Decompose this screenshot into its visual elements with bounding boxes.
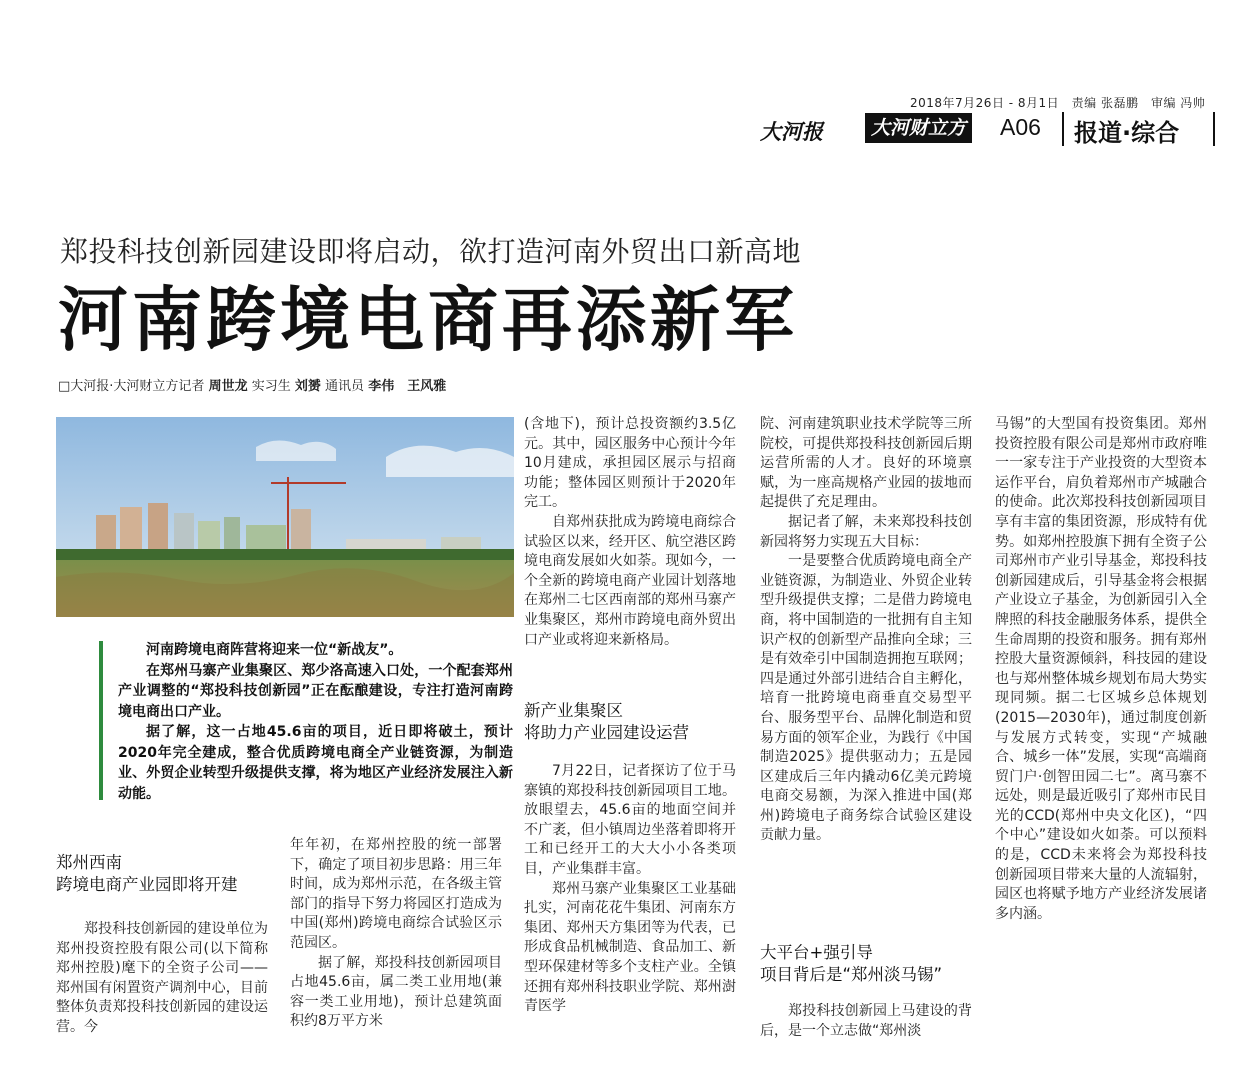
section-heading-line: 大平台+强引导: [760, 943, 873, 962]
body-paragraph: 据了解，郑投科技创新园项目占地45.6亩，属二类工业用地(兼容一类工业用地)，预计总建筑面积约8万平方米: [290, 954, 502, 1030]
body-paragraph: 院、河南建筑职业技术学院等三所院校，可提供郑投科技创新园后期运营所需的人才。良好的环境禀赋，为一座高规格产业园的拔地而起提供了充足理由。: [760, 416, 972, 511]
body-paragraph: 郑投科技创新园的建设单位为郑州投资控股有限公司(以下简称郑州控股)麾下的全资子公司——郑州国有闲置资产调剂中心，目前整体负责郑投科技创新园的建设运营。今: [56, 921, 268, 1035]
body-paragraph: 据记者了解，未来郑投科技创新园将努力实现五大目标：: [760, 513, 972, 550]
text-column: [524, 762, 736, 1017]
text-column: [290, 836, 502, 1032]
body-paragraph: 年年初，在郑州控股的统一部署下，确定了项目初步思路：用三年时间，成为郑州示范，在各级主管部门的指导下努力将园区打造成为中国(郑州)跨境电商综合试验区示范园区。: [290, 837, 502, 951]
issue-date-line: 2018年7月26日 - 8月1日 责编 张磊鹏 审编 冯帅: [910, 96, 1206, 110]
body-paragraph: 7月22日，记者探访了位于马寨镇的郑投科技创新园项目工地。放眼望去，45.6亩的地面空间并不广袤，但小镇周边坐落着即将开工和已经开工的大大小小各类项目，产业集群丰富。: [524, 763, 736, 877]
text-column: [760, 1002, 972, 1041]
text-column: [524, 415, 736, 650]
section-heading: [524, 700, 754, 744]
section-heading-line: 将助力产业园建设运营: [524, 723, 689, 742]
byline-reporter: 周世龙: [208, 379, 248, 394]
byline-intern-label: 实习生: [251, 379, 291, 394]
section-title: 报道·综合: [1074, 119, 1180, 147]
article-headline: 河南跨境电商再添新军: [58, 278, 798, 361]
text-column: [995, 415, 1207, 924]
section-heading: [56, 852, 286, 896]
body-paragraph: 一是要整合优质跨境电商全产业链资源，为制造业、外贸企业转型升级提供支撑；二是借力跨境电商，将中国制造的一批拥有自主知识产权的创新型产品推向全球；三是有效牵引中国制造拥抱互联网；四是通过外部引进结合自主孵化，培育一批跨境电商垂直交易型平台、服务型平台、品牌化制造和贸易方面的领军企业，为践行《中国制造2025》提供驱动力；五是园区建成后三年内撬动6亿美元跨境电商交易额，为深入推进中国(郑州)跨境电子商务综合试验区建设贡献力量。: [760, 553, 972, 844]
section-heading-line: 新产业集聚区: [524, 701, 623, 720]
divider: [1062, 112, 1064, 146]
section-heading-line: 跨境电商产业园即将开建: [56, 875, 238, 894]
body-paragraph: 自郑州获批成为跨境电商综合试验区以来，经开区、航空港区跨境电商发展如火如荼。现如今，一个全新的跨境电商产业园计划落地在郑州二七区西南部的郑州马寨产业集聚区，郑州市跨境电商外贸出口产业或将迎来新格局。: [524, 513, 736, 648]
body-paragraph: (含地下)，预计总投资额约3.5亿元。其中，园区服务中心预计今年10月建成，承担园区展示与招商功能；整体园区则预计于2020年完工。: [524, 416, 736, 511]
body-paragraph: 郑州马寨产业集聚区工业基础扎实，河南花花牛集团、河南东方集团、郑州天方集团等为代表，已形成食品机械制造、食品加工、新型环保建材等多个支柱产业。全镇还拥有郑州科技职业学院、郑州澍青医学: [524, 880, 736, 1015]
section-heading-line: 郑州西南: [56, 853, 122, 872]
body-paragraph: 郑投科技创新园上马建设的背后，是一个立志做“郑州淡: [760, 1003, 972, 1039]
text-column: [56, 920, 268, 1038]
lead-paragraph: 河南跨境电商阵营将迎来一位“新战友”。: [146, 642, 403, 658]
brand-logo: 大河财立方: [865, 113, 972, 143]
divider: [1213, 112, 1215, 146]
byline-correspondent-label: 通讯员: [325, 379, 365, 394]
article-subtitle: 郑投科技创新园建设即将启动，欲打造河南外贸出口新高地: [60, 235, 802, 268]
byline-intern: 刘赟: [294, 379, 321, 394]
byline-correspondents: 李伟 王风雅: [368, 379, 447, 394]
lead-paragraph: 据了解，这一占地45.6亩的项目，近日即将破土，预计2020年完全建成，整合优质跨境电商全产业链资源，为制造业、外贸企业转型升级提供支撑，将为地区产业经济发展注入新动能。: [118, 724, 513, 802]
body-paragraph: 马锡”的大型国有投资集团。郑州投资控股有限公司是郑州市政府唯一一家专注于产业投资的大型资本运作平台，肩负着郑州市产城融合的使命。此次郑投科技创新园项目享有丰富的集团资源，形成特有优势。如郑州控股旗下拥有全资子公司郑州市产业引导基金，郑投科技创新园建成后，引导基金将会根据产业设立子基金，为创新园引入全牌照的科技金融服务体系，提供全生命周期的投资和服务。拥有郑州控股大量资源倾斜，科技园的建设也与郑州整体城乡规划布局大势实现同频。据二七区城乡总体规划(2015—2030年)，通过制度创新与发展方式转变，实现“产城融合、城乡一体”发展，实现“高端商贸门户·创智田园二七”。离马寨不远处，则是最近吸引了郑州市民目光的CCD(郑州中央文化区)，“四个中心”建设如火如荼。可以预料的是，CCD未来将会为郑投科技创新园项目带来大量的人流辐射，园区也将赋予地方产业经济发展诸多内涵。: [995, 416, 1207, 922]
page-number: A06: [1000, 114, 1041, 140]
text-column: [760, 415, 972, 846]
section-heading-line: 项目背后是“郑州淡马锡”: [760, 965, 943, 984]
section-heading: [760, 942, 990, 986]
byline-prefix: □大河报·大河财立方记者: [58, 379, 205, 394]
byline: [58, 375, 446, 394]
newspaper-logo: 大河报: [760, 119, 823, 144]
lead-paragraph: 在郑州马寨产业集聚区、郑少洛高速入口处，一个配套郑州产业调整的“郑投科技创新园”正在酝酿建设，专注打造河南跨境电商出口产业。: [118, 662, 513, 720]
construction-site-photo: [56, 417, 514, 617]
article-lead: [118, 640, 513, 804]
